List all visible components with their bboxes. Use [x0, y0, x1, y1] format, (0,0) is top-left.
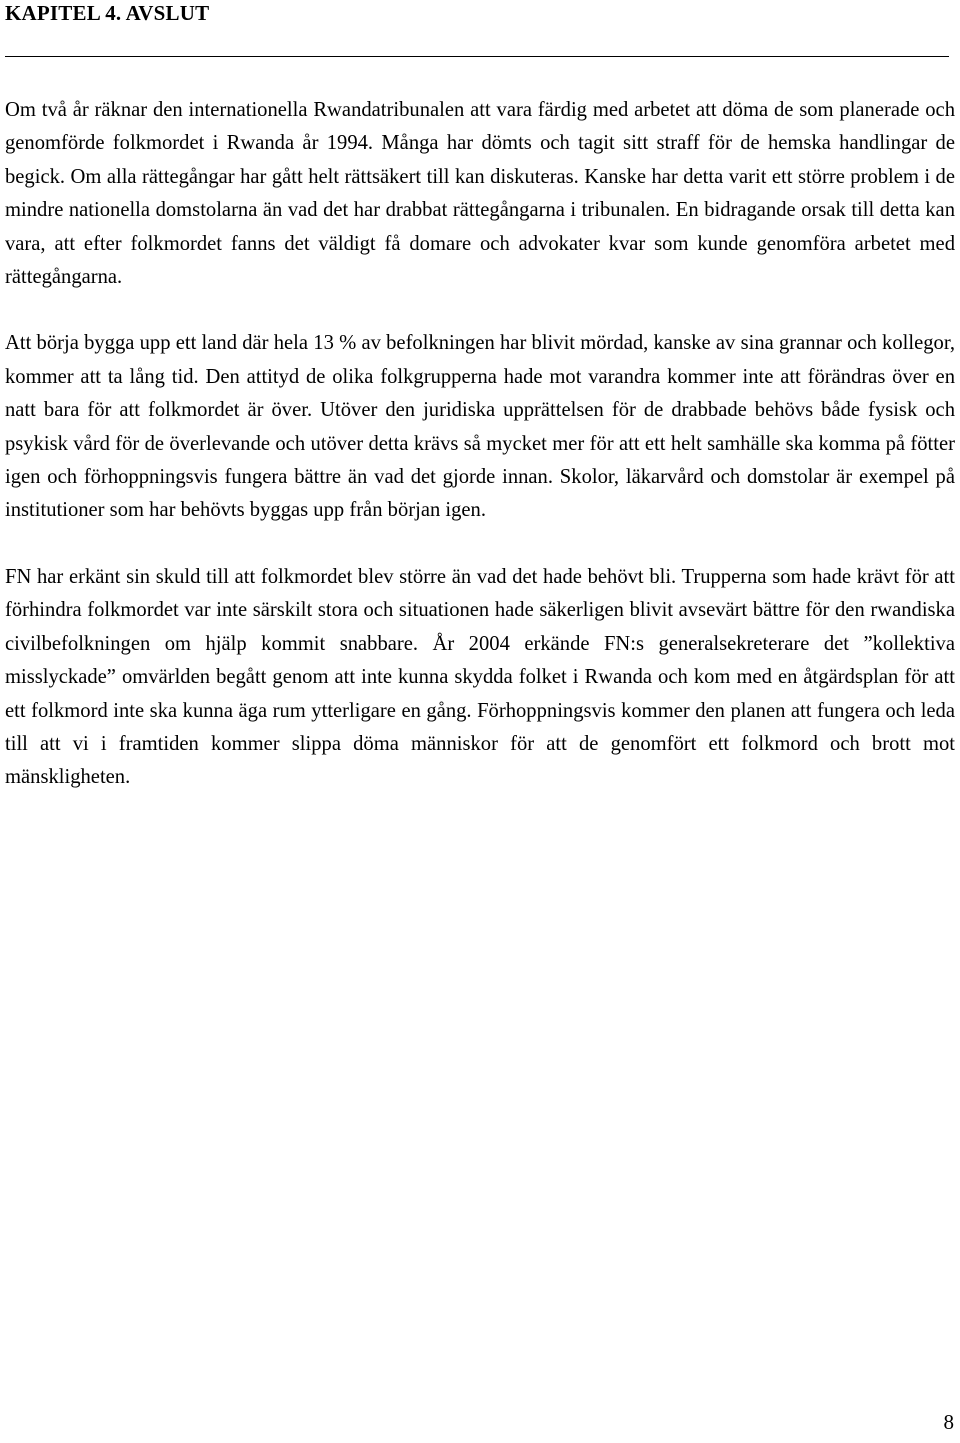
- heading-underline: [5, 56, 949, 57]
- chapter-heading: KAPITEL 4. AVSLUT: [5, 1, 210, 25]
- paragraph-2: Att börja bygga upp ett land där hela 13 % av befolkningen har blivit mördad, kanske av sina grannar och kollegor, kommer att ta lång tid. Den attityd de olika folkgrupperna hade mot varandra kommer inte att förändras över en natt bara för att folkmordet är över. Utöver den juridiska upprättelsen för de drabbade behövs både fysisk och psykisk vård för de överlevande och utöver detta krävs så mycket mer för att ett helt samhälle ska komma på fötter igen och förhoppningsvis fungera bättre än vad det gjorde innan. Skolor, läkarvård och domstolar är exempel på institutioner som har behövts byggas upp från början igen.: [5, 332, 955, 522]
- body-text: [5, 94, 955, 828]
- paragraph-3: FN har erkänt sin skuld till att folkmordet blev större än vad det hade behövt bli. Trupperna som hade krävt för att förhindra folkmordet var inte särskilt stora och situationen hade säkerligen blivit avsevärt bättre för den rwandiska civilbefolkningen om hjälp kommit snabbare. År 2004 erkände FN:s generalsekreterare det ”kollektiva misslyckade” omvärlden begått genom att inte kunna skydda folket i Rwanda och kom med en åtgärdsplan för att ett folkmord inte ska kunna äga rum ytterligare en gång. Förhoppningsvis kommer den planen att fungera och leda till att vi i framtiden kommer slippa döma människor för att de genomfört ett folkmord och brott mot mänskligheten.: [5, 565, 955, 789]
- page-number: 8: [943, 1410, 954, 1434]
- paragraph-1: Om två år räknar den internationella Rwandatribunalen att vara färdig med arbetet att döma de som planerade och genomförde folkmordet i Rwanda år 1994. Många har dömts och tagit sitt straff för de hemska handlingar de begick. Om alla rättegångar har gått helt rättsäkert till kan diskuteras. Kanske har detta varit ett större problem i de mindre nationella domstolarna än vad det har drabbat rättegångarna i tribunalen. En bidragande orsak till detta kan vara, att efter folkmordet fanns det väldigt få domare och advokater kvar som kunde genomföra arbetet med rättegångarna.: [5, 99, 955, 289]
